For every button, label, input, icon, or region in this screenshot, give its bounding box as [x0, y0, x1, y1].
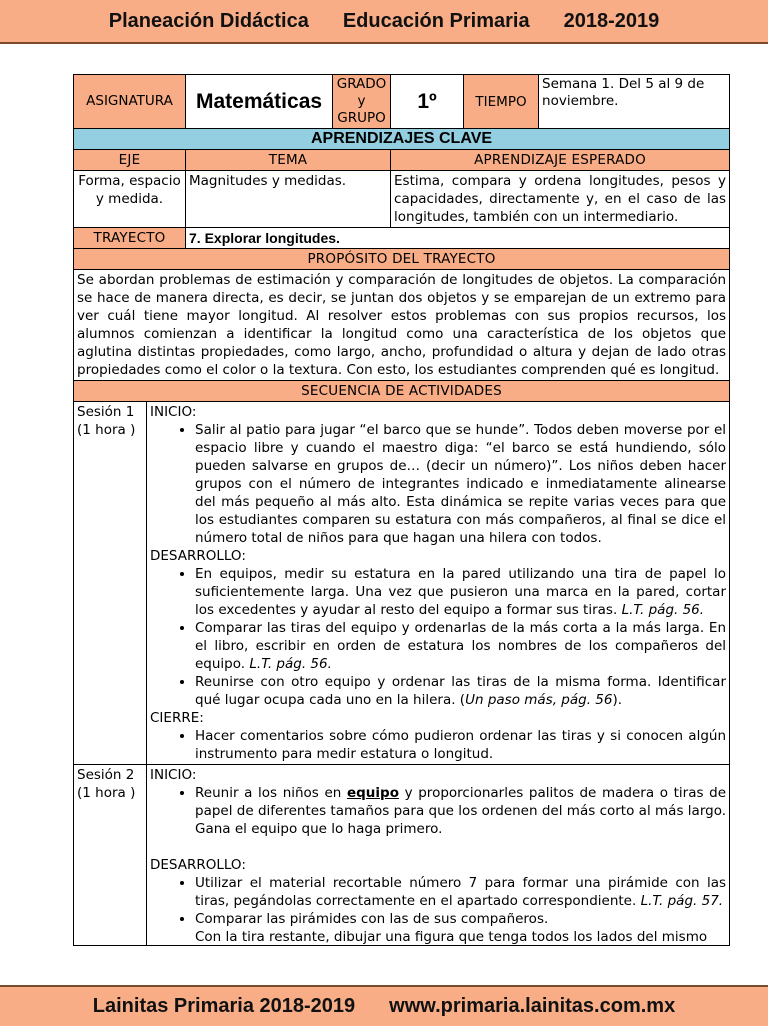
s1-desarrollo-item: • Comparar las tiras del equipo y ordenarlas de la más corta a la más larga. En el libro, escribir en orden de estatura los nombres de los compañeros del equipo. L.T. pág. 56. [195, 619, 726, 673]
session-2-label: Sesión 2 (1 hora ) [74, 765, 147, 946]
s1-desarrollo-item: • En equipos, medir su estatura en la pared utilizando una tira de papel lo suficientemente larga. Una vez que pusieron una marca en la pared, cortar los excedentes y ayudar al resto del equipo a formar sus tiras. L.T. pág. 56. [195, 565, 726, 619]
session-2-row [74, 765, 730, 946]
s1-desarrollo-label: DESARROLLO: [150, 548, 246, 564]
header-level: Educación Primaria [342, 9, 530, 32]
s1-inicio-list [150, 421, 726, 547]
s1-desarrollo-list [150, 565, 726, 709]
footer-band [0, 985, 768, 1026]
col-eje: EJE [74, 150, 186, 171]
session-2-content [147, 765, 730, 946]
session-1-row [74, 402, 730, 765]
grado-value: 1º [391, 75, 464, 129]
proposito-title: PROPÓSITO DEL TRAYECTO [74, 249, 730, 270]
session-1-label: Sesión 1 (1 hora ) [74, 402, 147, 765]
aprendizajes-title: APRENDIZAJES CLAVE [74, 129, 730, 150]
grado-label: GRADO y GRUPO [333, 75, 391, 129]
eje-value: Forma, espacio y medida. [74, 171, 186, 228]
s2-desarrollo-item: • Utilizar el material recortable número 7 para formar una pirámide con las tiras, pegándolas correctamente en el apartado correspondiente. L.T. pág. 57. [195, 874, 726, 910]
s2-inicio-item: • Reunir a los niños en equipo y proporcionarles palitos de madera o tiras de papel de diferentes tamaños para que los ordenen del más corto al más largo. Gana el equipo que lo haga primero. [195, 784, 726, 838]
proposito-text: Se abordan problemas de estimación y comparación de longitudes de objetos. La comparación se hace de manera directa, es decir, se juntan dos objetos y se emparejan de un extremo para ver cuál tiene mayor longitud. Al resolver estos problemas con sus propios recursos, los alumnos comienzan a identificar la longitud como una característica de los objetos que aglutina distintas propiedades, como largo, ancho, profundidad o altura y dejan de lado otras propiedades como el color o la textura. Con esto, los estudiantes comprenden qué es longitud. [74, 270, 730, 381]
tema-value: Magnitudes y medidas. [186, 171, 391, 228]
col-esperado: APRENDIZAJE ESPERADO [391, 150, 730, 171]
s2-desarrollo-item: • Con la tira restante, dibujar una figura que tenga todos los lados del mismo [195, 928, 726, 944]
header-year: 2018-2019 [563, 9, 660, 32]
session-1-content [147, 402, 730, 765]
trayecto-value: 7. Explorar longitudes. [186, 228, 730, 249]
s1-cierre-label: CIERRE: [150, 710, 204, 726]
s1-cierre-item: • Hacer comentarios sobre cómo pudieron ordenar las tiras y si conocen algún instrumento para medir estatura o longitud. [195, 727, 726, 763]
s2-inicio-label: INICIO: [150, 767, 197, 783]
s1-inicio-item: • Salir al patio para jugar “el barco que se hunde”. Todos deben moverse por el espacio libre y cuando el maestro diga: “el barco se está hundiendo, sólo pueden salvarse en grupos de… (decir un número)”. Los niños deben hacer grupos con el número de integrantes indicado e inmediatamente alinearse del más pequeño al más alto. Esta dinámica se repite varias veces para que los estudiantes comparen su estatura con más compañeros, al final se dice el número total de niños para que hagan una hilera con todos. [195, 421, 726, 547]
tiempo-value: Semana 1. Del 5 al 9 de noviembre. [539, 75, 730, 129]
s1-inicio-label: INICIO: [150, 404, 197, 420]
asignatura-value: Matemáticas [186, 75, 333, 129]
planning-table [73, 74, 730, 946]
s2-inicio-list [150, 784, 726, 838]
s1-desarrollo-item: • Reunirse con otro equipo y ordenar las tiras de la misma forma. Identificar qué lugar ocupa cada uno en la hilera. (Un paso más, pág. 56). [195, 673, 726, 709]
s2-desarrollo-label: DESARROLLO: [150, 857, 246, 873]
tiempo-label: TIEMPO [464, 75, 539, 129]
footer-left: Lainitas Primaria 2018-2019 [92, 995, 356, 1017]
info-row [74, 75, 730, 129]
footer-url: www.primaria.lainitas.com.mx [389, 995, 676, 1017]
secuencia-title: SECUENCIA DE ACTIVIDADES [74, 381, 730, 402]
esperado-value: Estima, compara y ordena longitudes, pesos y capacidades, directamente y, en el caso de las longitudes, también con un intermediario. [391, 171, 730, 228]
col-tema: TEMA [186, 150, 391, 171]
header-band [0, 0, 768, 44]
header-title: Planeación Didáctica [108, 9, 309, 32]
s1-cierre-list [150, 727, 726, 763]
asignatura-label: ASIGNATURA [74, 75, 186, 129]
s2-desarrollo-list [150, 874, 726, 944]
trayecto-label: TRAYECTO [74, 228, 186, 249]
s2-desarrollo-item: • Comparar las pirámides con las de sus compañeros. [195, 910, 726, 928]
